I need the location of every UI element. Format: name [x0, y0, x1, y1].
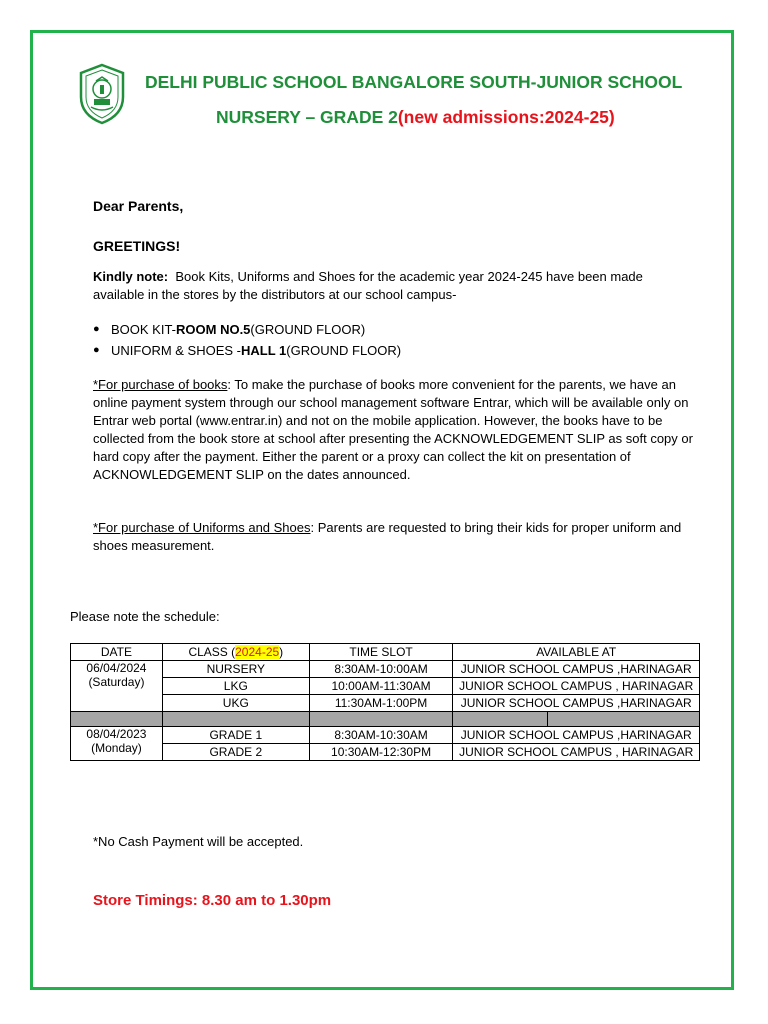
- class-suffix: ): [279, 645, 284, 659]
- date-value: 08/04/2023: [86, 727, 147, 741]
- books-label: *For purchase of books: [93, 377, 228, 392]
- day-value: (Monday): [91, 741, 142, 755]
- bullet-suffix: (GROUND FLOOR): [250, 322, 366, 337]
- class-cell: LKG: [162, 678, 309, 695]
- uniform-text: : Parents are requested to bring their kids for proper uniform and shoes measurement.: [93, 520, 682, 553]
- note-text: Book Kits, Uniforms and Shoes for the academic year 2024-245 have been made available in the stores by the distributors at our school campus-: [93, 269, 643, 302]
- time-cell: 10:30AM-12:30PM: [309, 744, 453, 761]
- store-timings: Store Timings: 8.30 am to 1.30pm: [93, 892, 332, 909]
- list-item: [93, 319, 401, 340]
- table-header-row: [71, 644, 700, 661]
- location-list: [93, 319, 401, 361]
- greeting: GREETINGS!: [93, 238, 181, 254]
- bullet-icon: ●: [93, 344, 100, 356]
- books-text: : To make the purchase of books more convenient for the parents, we have an online payment system through our school management software Entrar, which will be available only on Entrar web portal (www.entrar.in) and not on the mobile application. However, the books have to be collected from the book store at school after presenting the ACKNOWLEDGEMENT SLIP as soft copy or hard copy after the payment. Either the parent or a proxy can collect the kit on presentation of ACKNOWLEDGEMENT SLIP on the dates announced.: [93, 377, 693, 482]
- time-cell: 11:30AM-1:00PM: [309, 695, 453, 712]
- table-row: [71, 695, 700, 712]
- separator-row: [71, 712, 700, 727]
- schedule-table: [70, 643, 700, 761]
- class-cell: GRADE 1: [162, 727, 309, 744]
- class-prefix: CLASS (: [188, 645, 236, 659]
- place-cell: JUNIOR SCHOOL CAMPUS , HARINAGAR: [453, 678, 700, 695]
- uniform-paragraph: [93, 519, 693, 555]
- salutation: Dear Parents,: [93, 198, 184, 214]
- place-cell: JUNIOR SCHOOL CAMPUS ,HARINAGAR: [453, 661, 700, 678]
- bullet-suffix: (GROUND FLOOR): [286, 343, 402, 358]
- kindly-note-paragraph: [93, 268, 693, 304]
- no-cash-note: *No Cash Payment will be accepted.: [93, 834, 304, 849]
- class-cell: GRADE 2: [162, 744, 309, 761]
- bullet-room: HALL 1: [241, 343, 287, 358]
- subtitle-admissions: (new admissions:2024-25): [397, 107, 615, 127]
- date-value: 06/04/2024: [86, 661, 147, 675]
- table-row: [71, 744, 700, 761]
- day-value: (Saturday): [88, 675, 145, 689]
- header-time: TIME SLOT: [309, 644, 453, 661]
- class-year-highlight: 2024-25: [235, 645, 280, 659]
- place-cell: JUNIOR SCHOOL CAMPUS ,HARINAGAR: [453, 695, 700, 712]
- header-class: [162, 644, 309, 661]
- bullet-prefix: UNIFORM & SHOES -: [111, 343, 242, 358]
- table-row: [71, 661, 700, 678]
- table-row: [71, 678, 700, 695]
- header-date: DATE: [71, 644, 163, 661]
- class-cell: NURSERY: [162, 661, 309, 678]
- time-cell: 8:30AM-10:30AM: [309, 727, 453, 744]
- time-cell: 10:00AM-11:30AM: [309, 678, 453, 695]
- uniform-label: *For purchase of Uniforms and Shoes: [93, 520, 311, 535]
- header-available: AVAILABLE AT: [453, 644, 700, 661]
- list-item: [93, 340, 401, 361]
- school-logo-icon: [77, 63, 127, 125]
- admission-subtitle: [216, 107, 615, 128]
- note-label: Kindly note:: [93, 269, 169, 284]
- school-name: DELHI PUBLIC SCHOOL BANGALORE SOUTH-JUNIOR SCHOOL: [145, 72, 683, 92]
- books-paragraph: [93, 376, 693, 484]
- time-cell: 8:30AM-10:00AM: [309, 661, 453, 678]
- schedule-intro: Please note the schedule:: [70, 609, 220, 624]
- date-cell: [71, 727, 163, 761]
- date-cell: [71, 661, 163, 712]
- place-cell: JUNIOR SCHOOL CAMPUS , HARINAGAR: [453, 744, 700, 761]
- bullet-icon: ●: [93, 323, 100, 335]
- subtitle-grades: NURSERY – GRADE 2: [216, 107, 398, 127]
- class-cell: UKG: [162, 695, 309, 712]
- bullet-prefix: BOOK KIT-: [111, 322, 177, 337]
- table-row: [71, 727, 700, 744]
- bullet-room: ROOM NO.5: [176, 322, 251, 337]
- place-cell: JUNIOR SCHOOL CAMPUS ,HARINAGAR: [453, 727, 700, 744]
